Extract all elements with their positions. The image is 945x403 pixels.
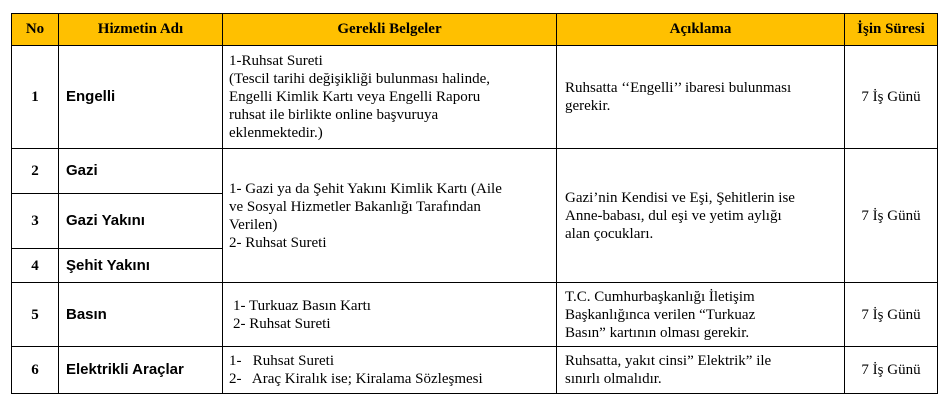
desc-line: Basın” kartının olması gerekir. bbox=[565, 324, 750, 341]
doc-line: 1- Ruhsat Sureti bbox=[229, 353, 334, 369]
header-service: Hizmetin Adı bbox=[59, 14, 223, 46]
row-service: Gazi Yakını bbox=[59, 194, 223, 249]
table-row bbox=[12, 347, 938, 394]
row-service: Elektrikli Araçlar bbox=[59, 347, 223, 394]
row-no: 5 bbox=[12, 283, 59, 347]
doc-line: ruhsat ile birlikte online başvuruya bbox=[229, 107, 439, 123]
doc-line: ve Sosyal Hizmetler Bakanlığı Tarafından bbox=[229, 198, 481, 215]
doc-line: Engelli Kimlik Kartı veya Engelli Raporu bbox=[229, 89, 481, 105]
row-service: Şehit Yakını bbox=[59, 249, 223, 283]
doc-line: 1-Ruhsat Sureti bbox=[229, 53, 323, 69]
doc-line: 2- Ruhsat Sureti bbox=[229, 234, 327, 251]
row-documents bbox=[223, 347, 557, 394]
row-service: Basın bbox=[59, 283, 223, 347]
doc-line: eklenmektedir.) bbox=[229, 125, 323, 141]
services-table bbox=[11, 13, 938, 394]
header-description: Açıklama bbox=[557, 14, 845, 46]
row-description bbox=[557, 46, 845, 149]
table-row bbox=[12, 149, 938, 194]
desc-line: gerekir. bbox=[565, 98, 611, 114]
desc-line: Anne-babası, dul eşi ve yetim aylığı bbox=[565, 207, 782, 224]
desc-line: Gazi’nin Kendisi ve Eşi, Şehitlerin ise bbox=[565, 189, 795, 206]
doc-line: (Tescil tarihi değişikliği bulunması halinde, bbox=[229, 71, 490, 87]
doc-line: 1- Turkuaz Basın Kartı bbox=[233, 297, 371, 314]
desc-line: Ruhsatta, yakıt cinsi” Elektrik” ile bbox=[565, 353, 772, 369]
row-duration: 7 İş Günü bbox=[845, 149, 938, 283]
doc-line: 2- Ruhsat Sureti bbox=[233, 315, 331, 332]
table-row bbox=[12, 283, 938, 347]
row-no: 1 bbox=[12, 46, 59, 149]
row-no: 2 bbox=[12, 149, 59, 194]
row-no: 3 bbox=[12, 194, 59, 249]
desc-line: T.C. Cumhurbaşkanlığı İletişim bbox=[565, 288, 755, 305]
row-documents bbox=[223, 149, 557, 283]
header-documents: Gerekli Belgeler bbox=[223, 14, 557, 46]
row-description bbox=[557, 347, 845, 394]
row-documents bbox=[223, 283, 557, 347]
doc-line: 2- Araç Kiralık ise; Kiralama Sözleşmesi bbox=[229, 371, 483, 387]
row-no: 4 bbox=[12, 249, 59, 283]
table-header-row bbox=[12, 14, 938, 46]
table-row bbox=[12, 46, 938, 149]
row-documents bbox=[223, 46, 557, 149]
doc-line: Verilen) bbox=[229, 216, 278, 233]
header-duration: İşin Süresi bbox=[845, 14, 938, 46]
desc-line: Başkanlığınca verilen “Turkuaz bbox=[565, 306, 756, 323]
row-description bbox=[557, 283, 845, 347]
row-duration: 7 İş Günü bbox=[845, 347, 938, 394]
row-description bbox=[557, 149, 845, 283]
row-no: 6 bbox=[12, 347, 59, 394]
desc-line: alan çocukları. bbox=[565, 225, 654, 242]
header-no: No bbox=[12, 14, 59, 46]
row-service: Gazi bbox=[59, 149, 223, 194]
row-duration: 7 İş Günü bbox=[845, 283, 938, 347]
desc-line: sınırlı olmalıdır. bbox=[565, 371, 662, 387]
row-duration: 7 İş Günü bbox=[845, 46, 938, 149]
row-service: Engelli bbox=[59, 46, 223, 149]
doc-line: 1- Gazi ya da Şehit Yakını Kimlik Kartı (Aile bbox=[229, 180, 502, 197]
desc-line: Ruhsatta ‘‘Engelli’’ ibaresi bulunması bbox=[565, 80, 792, 96]
